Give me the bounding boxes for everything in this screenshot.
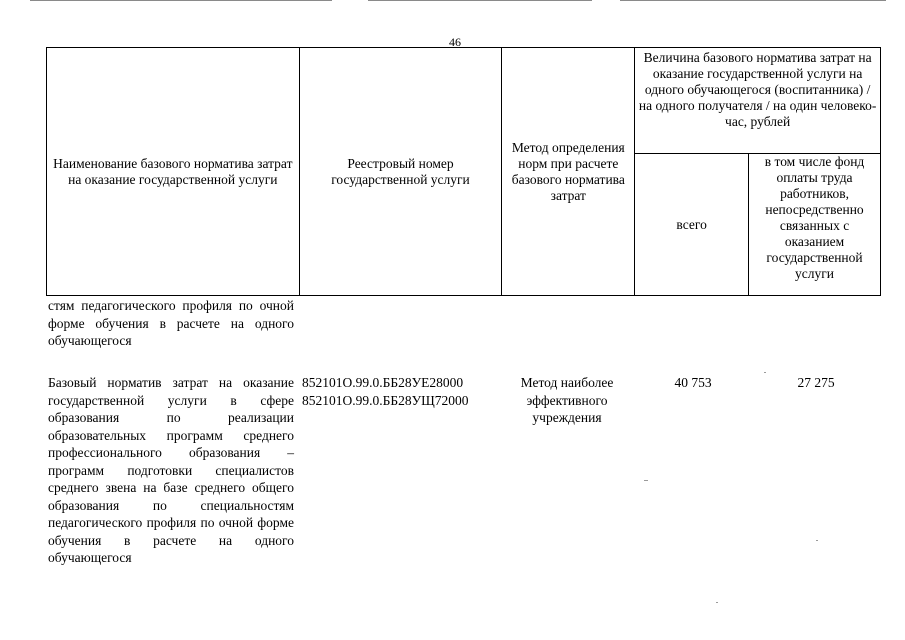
scan-speck: [716, 602, 718, 603]
row-wage-fund-value: 27 275: [797, 375, 835, 390]
row-method: Метод наиболее эффективного учреждения: [520, 375, 614, 425]
top-rule-right: [620, 0, 886, 1]
header-cell-name: [47, 48, 300, 296]
header-registry-label: Реестровый номер государственной услуги: [331, 155, 470, 187]
registry-number-2: 852101О.99.0.ББ28УЩ72000: [302, 392, 469, 408]
header-cell-registry: [299, 48, 502, 296]
header-total-label: всего: [676, 216, 707, 232]
row-continuation-name: стям педагогического профиля по очной форме обучения в расчете на одного обучающегося: [48, 298, 294, 348]
scan-speck: [816, 540, 818, 541]
page-number: 46: [449, 35, 461, 49]
registry-number-1: 852101О.99.0.ББ28УЕ28000: [302, 375, 464, 390]
top-rule-middle: [368, 0, 592, 1]
scan-speck: [644, 480, 648, 481]
header-value-group-label: Величина базового норматива затрат на оказание государственной услуги на одного обучающегося (воспитанника) / на одного получателя / на один человеко-час, рублей: [638, 50, 877, 129]
row-registry-numbers: [302, 374, 512, 409]
top-rule-left: [30, 0, 332, 1]
scan-speck: [764, 372, 766, 373]
header-cell-method: [502, 48, 635, 296]
header-method-label: Метод определения норм при расчете базового норматива затрат: [511, 139, 625, 203]
header-name-label: Наименование базового норматива затрат на оказание государственной услуги: [53, 155, 293, 187]
header-cell-value-group: [635, 48, 881, 154]
header-cell-total: [635, 154, 749, 296]
header-cell-wage-fund: [749, 154, 881, 296]
row-total-value: 40 753: [674, 375, 712, 390]
header-row-1: [47, 48, 881, 154]
row-service-name: Базовый норматив затрат на оказание государственной услуги в сфере образования по реализации образовательных программ среднего профессионального образования – программ подготовки специалистов среднего звена на базе среднего общего образования по специальностям педагогического профиля по очной форме обучения в расчете на одного обучающегося: [48, 375, 294, 565]
header-wage-fund-label: в том числе фонд оплаты труда работников, непосредственно связанных с оказанием государственной услуги: [764, 154, 865, 281]
header-table: [46, 47, 881, 296]
